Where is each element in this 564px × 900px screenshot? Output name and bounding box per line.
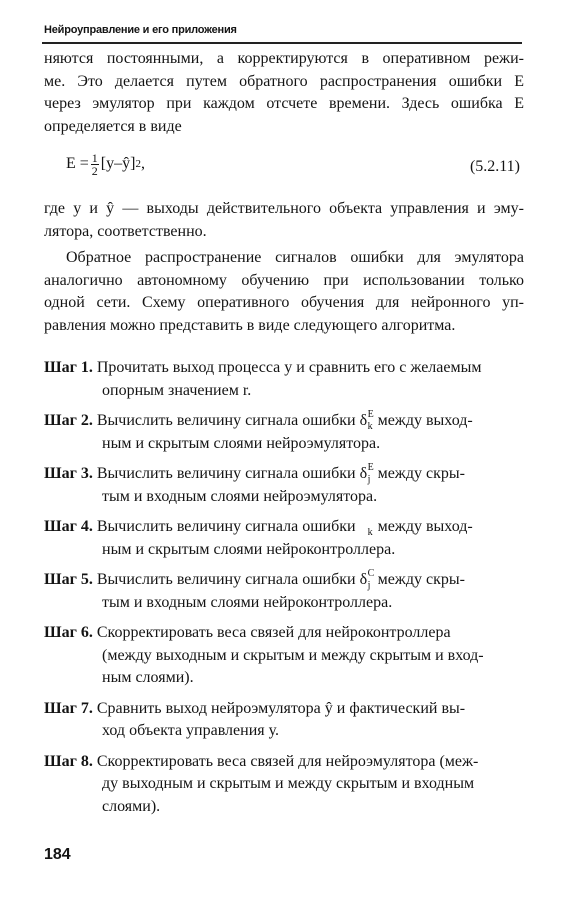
text-line: няются постоянными, а корректируются в оперативном режи-: [44, 50, 524, 67]
step-text: Скорректировать веса связей для нейроэмулятора (меж-: [96, 752, 479, 770]
step-text: Вычислить величину сигнала ошибки: [96, 412, 356, 429]
delta-symbol: [360, 516, 374, 539]
algorithm-steps: [44, 357, 524, 818]
delta-symbol: δ C j: [360, 569, 374, 592]
delta-subscript: k: [367, 421, 373, 432]
step-2: [44, 410, 524, 455]
equation-power: 2: [135, 158, 141, 171]
step-continuation: ду выходным и скрытым и между скрытым и входным: [102, 775, 475, 792]
text-line: аналогично автономному обучению при использовании только: [44, 271, 524, 289]
step-text: Вычислить величину сигнала ошибки: [96, 465, 356, 482]
delta-superscript: E: [367, 409, 374, 420]
step-continuation: тым и входным слоями нейроэмулятора.: [102, 487, 378, 505]
page-body: [44, 48, 524, 826]
step-6: [44, 622, 524, 690]
step-label: Шаг 5.: [44, 571, 93, 588]
step-label: Шаг 8.: [44, 752, 93, 770]
step-7: [44, 698, 524, 743]
delta-subscript: j: [367, 580, 371, 591]
step-continuation: тым и входным слоями нейроконтроллера.: [102, 593, 393, 611]
text-line: равления можно представить в виде следующего алгоритма.: [44, 316, 456, 334]
step-8: [44, 751, 524, 819]
equation-trail: ,: [140, 155, 145, 173]
step-text: Сравнить выход нейроэмулятора ŷ и фактический вы-: [96, 699, 466, 717]
text-line: где у и ŷ — выходы действительного объекта управления и эму-: [44, 200, 524, 217]
equation-fraction: [91, 152, 99, 177]
text-line: одной сети. Схему оперативного обучения для нейронного уп-: [44, 294, 524, 311]
equation-rhs: [y–ŷ]: [100, 155, 136, 173]
running-header: Нейроуправление и его приложения: [44, 24, 237, 36]
delta-superscript: C: [367, 568, 375, 579]
equation-lhs: E =: [66, 155, 89, 173]
after-equation-paragraph: [44, 198, 524, 243]
step-continuation: ным и скрытым слоями нейроконтроллера.: [102, 540, 396, 558]
step-3: [44, 463, 524, 508]
equation-formula: [66, 152, 145, 177]
step-text: Скорректировать веса связей для нейроконтроллера: [96, 624, 451, 641]
step-label: Шаг 4.: [44, 518, 93, 535]
text-line: определяется в виде: [44, 117, 182, 135]
text-line: ме. Это делается путем обратного распространения ошибки Е: [44, 72, 524, 90]
step-text-after: между скры-: [377, 465, 465, 482]
step-continuation: слоями).: [102, 797, 161, 815]
paragraph-2: [44, 247, 524, 337]
delta-symbol: δ E j: [360, 463, 374, 486]
delta-superscript: E: [367, 462, 374, 473]
equation-number: (5.2.11): [469, 158, 520, 175]
delta-symbol: δ E k: [360, 410, 374, 433]
delta-subscript: k: [367, 527, 373, 538]
step-text: Прочитать выход процесса у и сравнить его с желаемым: [96, 359, 482, 376]
fraction-numerator: 1: [91, 151, 98, 165]
step-continuation: (между выходным и скрытым и между скрытым и вход-: [102, 646, 484, 664]
page-number: 184: [44, 846, 71, 863]
step-1: [44, 357, 524, 402]
step-text-after: между выход-: [377, 518, 473, 535]
fraction-denominator: 2: [91, 164, 98, 178]
step-label: Шаг 1.: [44, 359, 93, 376]
text-line: лятора, соответственно.: [44, 222, 207, 240]
step-label: Шаг 6.: [44, 624, 93, 641]
equation-5-2-11: [44, 150, 524, 186]
text-line: через эмулятор при каждом отсчете времени. Здесь ошибка Е: [44, 95, 524, 112]
delta-subscript: j: [367, 474, 371, 485]
step-label: Шаг 7.: [44, 699, 93, 717]
header-rule: [42, 42, 522, 44]
step-4: [44, 516, 524, 561]
step-continuation: опорным значением r.: [102, 381, 252, 399]
step-text-after: между скры-: [377, 571, 465, 588]
step-label: Шаг 2.: [44, 412, 93, 429]
step-5: [44, 569, 524, 614]
step-label: Шаг 3.: [44, 465, 93, 482]
step-continuation: ным слоями).: [102, 669, 194, 686]
step-continuation: ход объекта управления у.: [102, 722, 280, 739]
text-line: Обратное распространение сигналов ошибки для эмулятора: [66, 249, 524, 266]
intro-paragraph: [44, 48, 524, 138]
step-text: Вычислить величину сигнала ошибки: [96, 518, 356, 535]
step-text: Вычислить величину сигнала ошибки: [96, 571, 356, 588]
step-continuation: ным и скрытым слоями нейроэмулятора.: [102, 434, 381, 452]
step-text-after: между выход-: [377, 412, 473, 429]
